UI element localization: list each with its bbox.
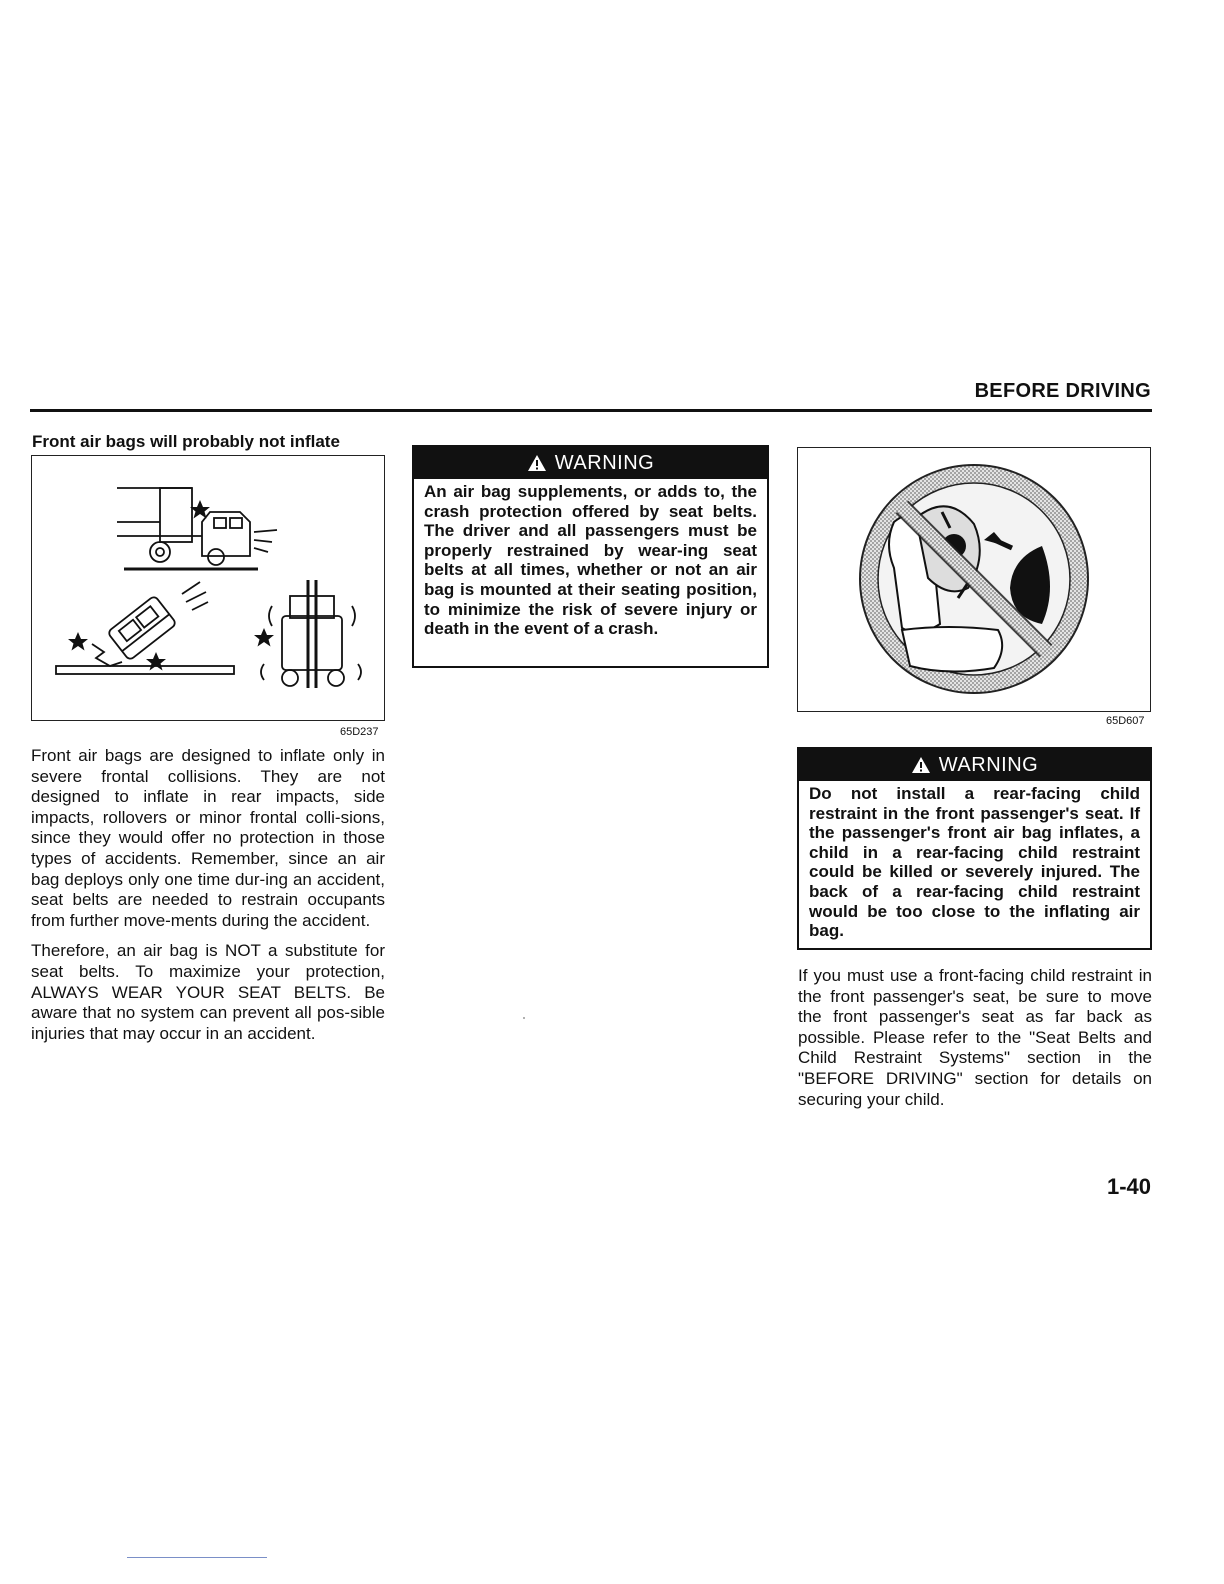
no-rear-facing-child-seat-drawing — [798, 448, 1149, 710]
warning-text: An air bag supplements, or adds to, the crash protection offered by seat belts. The driver and all passengers must be properly restrained by wear-ing seat belts at all times, whether or not an air bag is mounted at their seating position, to minimize the risk of severe injury or death in the event of a crash. — [424, 482, 757, 639]
figure-code: 65D237 — [340, 726, 379, 738]
warning-triangle-icon — [911, 756, 931, 774]
crash-scenarios-drawing — [32, 456, 383, 719]
right-body-text — [798, 966, 1152, 1120]
header-rule — [30, 409, 1152, 412]
scan-speck — [523, 1017, 525, 1019]
warning-header — [414, 447, 767, 479]
warning-title: WARNING — [938, 753, 1039, 776]
warning-box — [412, 445, 769, 668]
crash-illustration — [31, 455, 385, 721]
warning-triangle-icon — [527, 454, 547, 472]
paragraph: If you must use a front-facing child restraint in the front passenger's seat, be sure to move the front passenger's seat as far back as possible. Please refer to the "Seat Belts and Child Restraint Systems" section in the "BEFORE DRIVING" section for details on securing your child. — [798, 966, 1152, 1109]
paragraph: Therefore, an air bag is NOT a substitute for seat belts. To maximize your protection, ALWAYS WEAR YOUR SEAT BELTS. Be aware that no system can prevent all pos-sible injuries that may occur in an accident. — [31, 941, 385, 1043]
left-body-text — [31, 746, 385, 1054]
figure-code: 65D607 — [1106, 715, 1145, 727]
warning-title: WARNING — [554, 451, 655, 474]
child-seat-illustration — [797, 447, 1151, 712]
warning-text: Do not install a rear-facing child restraint in the front passenger's seat. If the passenger's front air bag inflates, a child in a rear-facing child restraint could be killed or severely injured. The back of a rear-facing child restraint would be too close to the inflating air bag. — [809, 784, 1140, 941]
page-number: 1-40 — [1106, 1174, 1151, 1199]
figure-caption: Front air bags will probably not inflate — [32, 432, 340, 451]
paragraph: Front air bags are designed to inflate only in severe frontal collisions. They are not designed to inflate in rear impacts, side impacts, rollovers or minor frontal colli-sions, since they would offer no protection in those types of accidents. Remember, since an air bag deploys only one time dur-ing an accident, seat belts are needed to restrain occupants from further move-ments during the accident. — [31, 746, 385, 930]
warning-box — [797, 747, 1152, 950]
warning-header — [799, 749, 1150, 781]
bottom-rule — [127, 1557, 267, 1558]
section-title: BEFORE DRIVING — [974, 380, 1151, 402]
